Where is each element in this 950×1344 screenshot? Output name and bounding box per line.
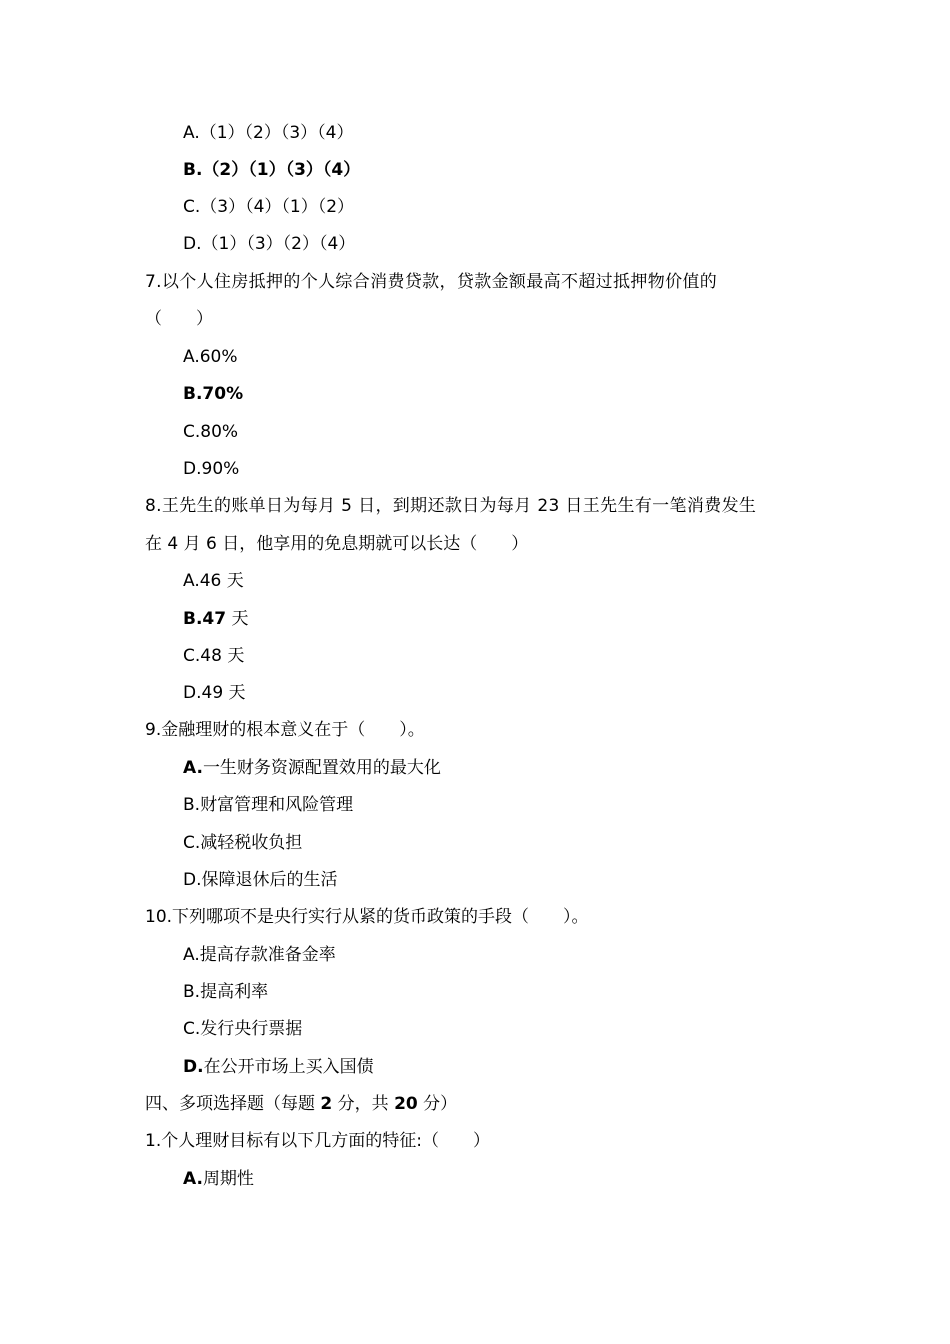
option-text: 财富管理和风险管理 <box>200 795 354 815</box>
option-number: 47 <box>202 609 227 629</box>
option-text: 天 <box>226 609 249 629</box>
q7-option-a <box>183 346 238 368</box>
option-text: 提高存款准备金率 <box>199 945 336 965</box>
option-letter: C. <box>183 646 201 666</box>
q8-option-d <box>183 682 246 704</box>
section-suffix: 分） <box>417 1094 458 1114</box>
option-letter: A. <box>183 1169 203 1189</box>
q8-stem-line1: 8.王先生的账单日为每月 5 日，到期还款日为每月 23 日王先生有一笔消费发生 <box>145 496 757 516</box>
option-text: 80% <box>200 422 239 442</box>
q9-option-c <box>183 832 302 854</box>
option-letter: C. <box>183 833 201 853</box>
option-letter: A. <box>183 123 200 143</box>
section-prefix: 四、多项选择题（每题 <box>145 1094 321 1114</box>
q7-stem-line2: （ ） <box>145 309 213 329</box>
option-letter: B. <box>183 795 201 815</box>
option-letter: B. <box>183 982 201 1002</box>
q7-option-c <box>183 421 238 443</box>
q8-stem-line2: 在 4 月 6 日，他享用的免息期就可以长达（ ） <box>145 534 529 554</box>
option-letter: D. <box>183 1057 204 1077</box>
option-text: 减轻税收负担 <box>200 833 303 853</box>
q10-stem: 10.下列哪项不是央行实行从紧的货币政策的手段（ ）。 <box>145 907 589 927</box>
q9-option-b <box>183 794 353 816</box>
q6-option-b <box>183 159 360 181</box>
option-letter: A. <box>183 945 200 965</box>
option-letter: D. <box>183 870 202 890</box>
mq1-stem: 1.个人理财目标有以下几方面的特征:（ ） <box>145 1131 490 1151</box>
option-letter: A. <box>183 347 200 367</box>
q6-option-d <box>183 233 355 255</box>
option-text: 70% <box>202 384 244 404</box>
q6-option-a <box>183 122 354 144</box>
option-number: 48 <box>200 646 222 666</box>
option-text: 周期性 <box>202 1169 254 1189</box>
mq1-option-a <box>183 1168 254 1190</box>
q9-option-a <box>183 757 441 779</box>
q8-option-b <box>183 608 249 630</box>
option-letter: B. <box>183 609 203 629</box>
option-text: （1）（2）（3）（4） <box>199 123 354 143</box>
q10-option-d <box>183 1056 374 1078</box>
option-text: 60% <box>199 347 238 367</box>
option-text: 在公开市场上买入国债 <box>203 1057 374 1077</box>
option-number: 46 <box>199 571 222 591</box>
q9-stem: 9.金融理财的根本意义在于（ ）。 <box>145 720 425 740</box>
option-letter: D. <box>183 459 202 479</box>
option-letter: B. <box>183 384 203 404</box>
section-points: 2 <box>320 1094 333 1114</box>
option-letter: A. <box>183 758 203 778</box>
q6-option-c <box>183 196 354 218</box>
q10-option-a <box>183 944 336 966</box>
option-letter: C. <box>183 197 201 217</box>
option-text: 天 <box>221 571 244 591</box>
option-number: 49 <box>201 683 224 703</box>
option-letter: C. <box>183 422 201 442</box>
option-letter: D. <box>183 234 202 254</box>
option-text: （1）（3）（2）（4） <box>201 234 356 254</box>
option-text: 天 <box>223 683 246 703</box>
option-text: 保障退休后的生活 <box>201 870 338 890</box>
q9-option-d <box>183 869 338 891</box>
option-letter: B. <box>183 160 203 180</box>
q7-option-b <box>183 383 243 405</box>
section-total: 20 <box>394 1094 418 1114</box>
option-text: （2）（1）（3）（4） <box>202 160 361 180</box>
q10-option-c <box>183 1018 302 1040</box>
section-middle: 分，共 <box>332 1094 395 1114</box>
q8-option-a <box>183 570 244 592</box>
option-letter: A. <box>183 571 200 591</box>
option-text: 一生财务资源配置效用的最大化 <box>202 758 441 778</box>
q7-option-d <box>183 458 239 480</box>
option-letter: C. <box>183 1019 201 1039</box>
option-text: 提高利率 <box>200 982 269 1002</box>
option-text: 发行央行票据 <box>200 1019 303 1039</box>
option-text: 90% <box>201 459 240 479</box>
section-heading-multiple-choice <box>145 1093 457 1115</box>
option-text: （3）（4）（1）（2） <box>200 197 355 217</box>
option-text: 天 <box>221 646 245 666</box>
q10-option-b <box>183 981 268 1003</box>
option-letter: D. <box>183 683 202 703</box>
q7-stem-line1: 7.以个人住房抵押的个人综合消费贷款，贷款金额最高不超过抵押物价值的 <box>145 272 718 292</box>
q8-option-c <box>183 645 244 667</box>
